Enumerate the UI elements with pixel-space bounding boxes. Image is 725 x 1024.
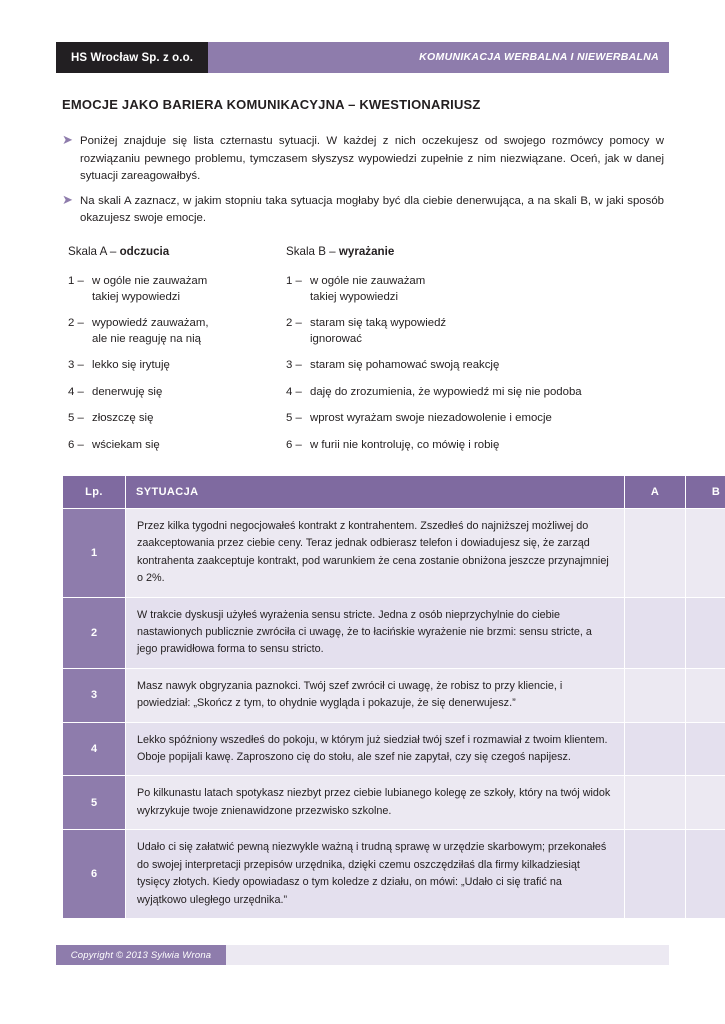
- row-answer-b[interactable]: [686, 597, 725, 668]
- scale-a-item-4-line1: denerwuję się: [92, 385, 163, 398]
- column-header-a: A: [625, 476, 686, 509]
- questionnaire-table: [62, 475, 725, 919]
- scale-b-heading: [286, 245, 394, 258]
- scale-a-item-1-line2: takiej wypowiedzi: [92, 290, 180, 303]
- row-answer-a[interactable]: [625, 597, 686, 668]
- scale-b-item-2: [286, 316, 666, 347]
- scales-headings: [68, 245, 668, 258]
- row-number: 1: [63, 509, 126, 598]
- scale-a-item-3-num: 3 –: [68, 359, 84, 371]
- row-number: 5: [63, 776, 126, 830]
- company-badge: [56, 42, 208, 73]
- scale-row: [68, 411, 668, 427]
- arrow-bullet-icon: ➤: [62, 191, 73, 207]
- scale-b-item-4: [286, 385, 666, 401]
- table-row: [63, 597, 725, 668]
- scale-b-item-2-line1: staram się taką wypowiedź: [310, 317, 447, 329]
- scale-b-item-6-num: 6 –: [286, 438, 302, 451]
- row-answer-a[interactable]: [625, 776, 686, 830]
- list-item: [62, 193, 664, 228]
- company-name: HS Wrocław Sp. z o.o.: [70, 51, 193, 64]
- scale-b-name: wyrażanie: [338, 245, 395, 258]
- scale-a-name: odczucia: [119, 245, 170, 258]
- scale-a-item-6-num: 6 –: [68, 438, 84, 451]
- table-row: [63, 668, 725, 722]
- scale-row: [68, 385, 668, 401]
- scale-b-item-5-line1: wprost wyrażam swoje niezadowolenie i emocje: [310, 412, 552, 424]
- scale-row: [68, 316, 668, 347]
- scale-b-item-5-num: 5 –: [286, 412, 302, 424]
- page-title: EMOCJE JAKO BARIERA KOMUNIKACYJNA – KWESTIONARIUSZ: [62, 97, 481, 112]
- row-number: 4: [63, 722, 126, 776]
- list-item: [62, 133, 664, 186]
- row-situation-text: Lekko spóźniony wszedłeś do pokoju, w którym już siedział twój szef i rozmawiał z twoim klientem. Oboje popijali kawę. Zaproszono cię do stołu, ale szef nie zapytał, czy się czegoś napijesz.: [126, 722, 625, 776]
- footer-copyright-tab: [56, 945, 226, 965]
- scale-a-item-5-line1: złoszczę się: [92, 412, 154, 424]
- row-situation-text: Po kilkunastu latach spotykasz niezbyt przez ciebie lubianego kolegę ze szkoły, który na twój widok wykrzykuje twoje znienawidzone przezwisko szkolne.: [126, 776, 625, 830]
- row-number: 2: [63, 597, 126, 668]
- intro-paragraph-2: Na skali A zaznacz, w jakim stopniu taka sytuacja mogłaby być dla ciebie denerwująca, a na skali B, w jaki sposób okazujesz swoje emocje.: [80, 194, 664, 225]
- scale-a-heading: [68, 245, 286, 258]
- row-answer-b[interactable]: [686, 776, 725, 830]
- row-situation-text: Masz nawyk obgryzania paznokci. Twój szef zwrócił ci uwagę, że robisz to przy kliencie, i powiedział: „Skończ z tym, to ohydnie wygląda i pokazuje, że się denerwujesz.”: [126, 668, 625, 722]
- row-answer-a[interactable]: [625, 830, 686, 919]
- scale-b-item-4-num: 4 –: [286, 385, 302, 398]
- scale-b-item-1-line2: takiej wypowiedzi: [310, 290, 398, 303]
- table-row: [63, 776, 725, 830]
- column-header-lp: Lp.: [63, 476, 126, 509]
- scale-a-item-2: [68, 316, 286, 347]
- scale-a-item-1-num: 1 –: [68, 275, 84, 287]
- row-situation-text: W trakcie dyskusji użyłeś wyrażenia sensu stricte. Jedna z osób nieprzychylnie do ciebie nastawionych publicznie zwróciła ci uwagę, że to łacińskie wyrażenie nie brzmi: sensu stricte, a jego prawidłowa forma to sensu stricto.: [126, 597, 625, 668]
- scale-a-item-4: [68, 385, 286, 401]
- row-answer-a[interactable]: [625, 668, 686, 722]
- scale-b-item-2-num: 2 –: [286, 317, 302, 329]
- scale-b-item-1-num: 1 –: [286, 275, 302, 287]
- scale-a-item-2-line2: ale nie reaguję na nią: [92, 332, 201, 345]
- scale-b-item-3-num: 3 –: [286, 359, 302, 371]
- table-row: [63, 830, 725, 919]
- scale-b-item-1: [286, 274, 666, 305]
- scale-a-item-2-line1: wypowiedź zauważam,: [92, 317, 209, 329]
- scale-a-item-4-num: 4 –: [68, 385, 84, 398]
- scale-a-item-5-num: 5 –: [68, 412, 84, 424]
- copyright-text: Copyright © 2013 Sylwia Wrona: [70, 949, 212, 961]
- scale-b-item-3: [286, 358, 666, 374]
- arrow-bullet-icon: ➤: [62, 132, 73, 147]
- scale-a-item-2-num: 2 –: [68, 317, 84, 329]
- scale-row: [68, 274, 668, 305]
- scale-a-item-3: [68, 358, 286, 374]
- scale-a-item-6-line1: wściekam się: [92, 438, 160, 451]
- scales-block: [68, 245, 668, 464]
- scale-b-item-3-line1: staram się pohamować swoją reakcję: [310, 359, 500, 371]
- scale-a-item-5: [68, 411, 286, 427]
- scale-b-item-2-line2: ignorować: [310, 332, 362, 345]
- row-answer-a[interactable]: [625, 722, 686, 776]
- scale-b-item-1-line1: w ogóle nie zauważam: [310, 275, 426, 287]
- table-header-row: [63, 476, 725, 509]
- row-answer-b[interactable]: [686, 509, 725, 598]
- scale-b-item-4-line1: daję do zrozumienia, że wypowiedź mi się nie podoba: [310, 385, 582, 398]
- scale-row: [68, 438, 668, 454]
- scale-row: [68, 358, 668, 374]
- column-header-b: B: [686, 476, 725, 509]
- table-row: [63, 509, 725, 598]
- row-answer-b[interactable]: [686, 668, 725, 722]
- scale-a-prefix: Skala A –: [68, 245, 120, 258]
- scale-a-item-6: [68, 438, 286, 454]
- row-number: 3: [63, 668, 126, 722]
- scale-a-item-1: [68, 274, 286, 305]
- scale-a-item-1-line1: w ogóle nie zauważam: [92, 275, 208, 287]
- row-number: 6: [63, 830, 126, 919]
- scale-a-item-3-line1: lekko się irytuję: [92, 359, 170, 371]
- scale-b-prefix: Skala B –: [286, 245, 339, 258]
- row-situation-text: Udało ci się załatwić pewną niezwykle ważną i trudną sprawę w urzędzie skarbowym; przekonałeś do swojej interpretacji przepisów urzędnika, dzięki czemu oszczędziłaś dla firmy kilkadziesiąt tysięcy złotych. Kiedy opowiadasz o tym koledze z działu, on mówi: „Udało ci się trafić na wyjątkowo uległego urzędnika.”: [126, 830, 625, 919]
- row-answer-a[interactable]: [625, 509, 686, 598]
- row-answer-b[interactable]: [686, 830, 725, 919]
- intro-paragraph-1: Poniżej znajduje się lista czternastu sytuacji. W każdej z nich oczekujesz od swojego rozmówcy pomocy w rozwiązaniu pewnego problemu, tymczasem słyszysz wypowiedzi zupełnie z nim niezwiązane. Oceń, jak w danej sytuacji zareagowałbyś.: [80, 135, 664, 183]
- header-section-title: KOMUNIKACJA WERBALNA I NIEWERBALNA: [419, 51, 659, 63]
- row-situation-text: Przez kilka tygodni negocjowałeś kontrakt z kontrahentem. Zszedłeś do najniższej możliwej do zaakceptowania przez ciebie ceny. Teraz jednak odbierasz telefon i dowiadujesz się, że zarząd kontrahenta zaakceptuje kontrakt, pod warunkiem że cena zostanie obniżona jeszcze przynajmniej o 2%.: [126, 509, 625, 598]
- scale-b-item-6: [286, 438, 666, 454]
- scale-b-item-6-line1: w furii nie kontroluję, co mówię i robię: [310, 438, 500, 451]
- row-answer-b[interactable]: [686, 722, 725, 776]
- column-header-situation: SYTUACJA: [126, 476, 625, 509]
- intro-block: [62, 133, 664, 235]
- table-row: [63, 722, 725, 776]
- scale-b-item-5: [286, 411, 666, 427]
